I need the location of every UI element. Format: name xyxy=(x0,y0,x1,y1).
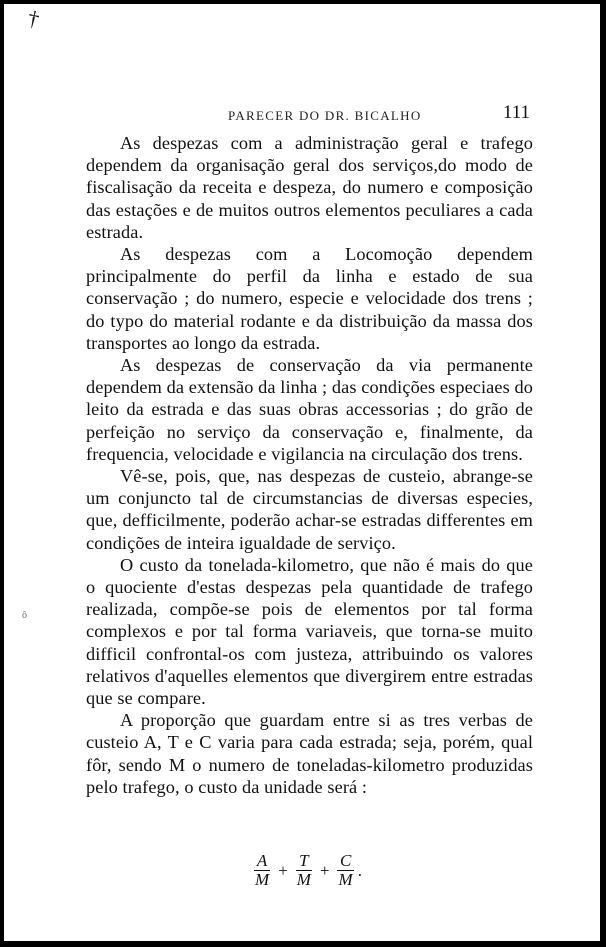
numerator: T xyxy=(296,852,311,871)
denominator: M xyxy=(338,870,353,889)
running-head: PARECER DO DR. BICALHO xyxy=(228,108,422,123)
page-number: 111 xyxy=(502,102,530,123)
ink-mark: † xyxy=(25,5,42,32)
denominator: M xyxy=(296,870,311,889)
plus-sign: + xyxy=(278,860,288,880)
cost-formula xyxy=(4,852,600,889)
fraction-c xyxy=(336,852,356,889)
numerator: C xyxy=(337,852,354,871)
paragraph: As despezas com a Locomoção dependem principalmente do perfil da linha e estado de sua conservação ; do numero, especie e velocidade dos trens ; do typo do material rodante e da distribuição da massa dos transportes ao longo da estrada. xyxy=(86,244,533,353)
paragraph: A proporção que guardam entre si as tres verbas de custeio A, T e C varia para cada estrada; seja, porém, qual fôr, sendo M o numero de toneladas-kilometro produzidas pelo trafego, o custo da unidade será : xyxy=(86,710,533,797)
paragraph: As despezas com a administração geral e trafego dependem da organisação geral dos serviços,do modo de fiscalisação da receita e despeza, do numero e composição das estações e de muitos outros elementos peculiares a cada estrada. xyxy=(86,133,533,242)
numerator: A xyxy=(254,852,270,871)
formula-period: . xyxy=(357,860,362,880)
fraction-a xyxy=(252,852,272,889)
margin-mark: ô xyxy=(22,610,27,621)
body-text xyxy=(86,132,533,798)
paragraph: As despezas de conservação da via permanente dependem da extensão da linha ; das condições especiaes do leito da estrada e das suas obras accessorias ; do grão de perfeição no serviço da conservação e, finalmente, da frequencia, velocidade e vigilancia na circulação dos trens. xyxy=(86,355,533,464)
page-header xyxy=(228,102,530,126)
fraction-t xyxy=(294,852,314,889)
paragraph: O custo da tonelada-kilometro, que não é mais do que o quociente d'estas despezas pela quantidade de trafego realizada, compõe-se pois de elementos por tal forma complexos e por tal forma variaveis, que torna-se muito difficil confrontal-os com justeza, attribuindo os valores relativos d'aquelles elementos que divergirem entre estradas que se compare. xyxy=(86,554,533,709)
denominator: M xyxy=(255,870,270,889)
plus-sign: + xyxy=(319,860,330,880)
book-page xyxy=(4,4,600,941)
paragraph: Vê-se, pois, que, nas despezas de custeio, abrange-se um conjuncto tal de circumstancias de diversas especies, que, defficilmente, poderão achar-se estradas differentes em condições de inteira igualdade de serviço. xyxy=(86,466,533,553)
